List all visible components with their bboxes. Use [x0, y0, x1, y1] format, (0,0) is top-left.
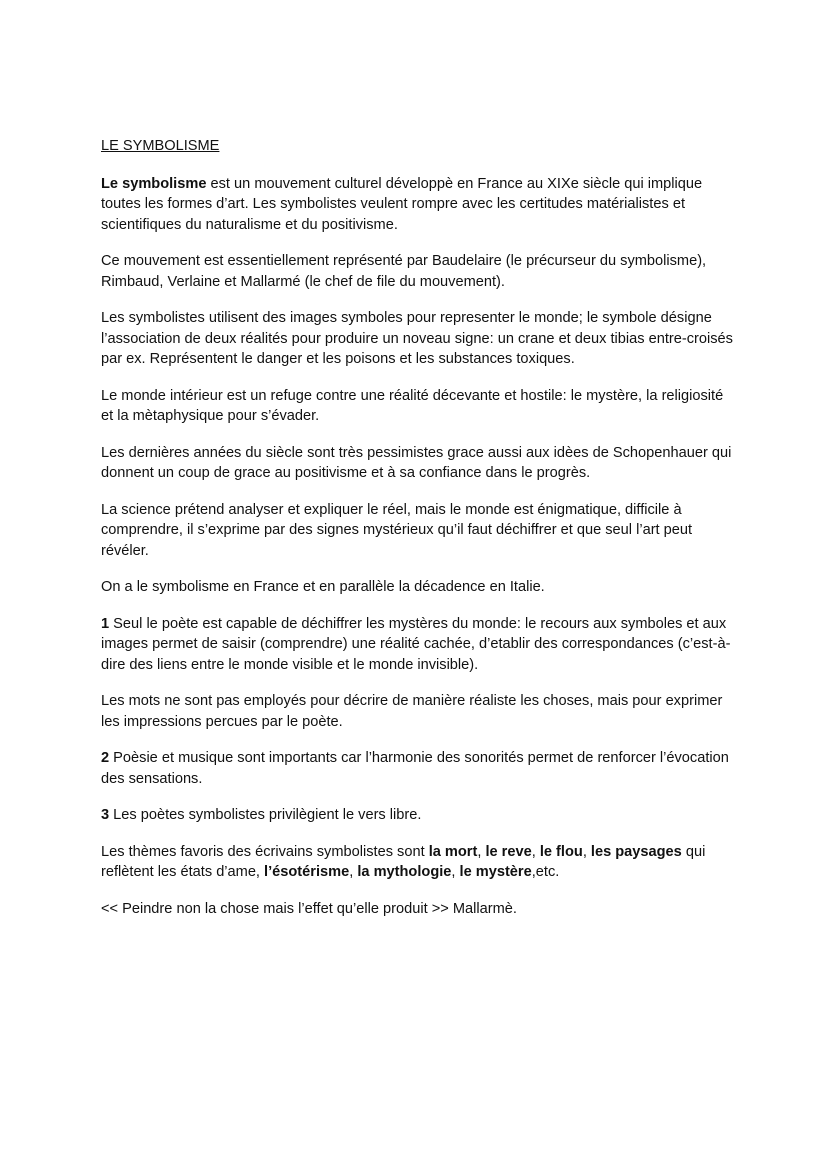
paragraph-point-2	[101, 748, 733, 789]
point-number: 3	[101, 807, 110, 823]
paragraph-representatives: Ce mouvement est essentiellement représenté par Baudelaire (le précurseur du symbolisme), Rimbaud, Verlaine et Mallarmé (le chef de file du mouvement).	[101, 253, 707, 290]
paragraph-science: La science prétend analyser et expliquer le réel, mais le monde est énigmatique, difficile à comprendre, il s’exprime par des signes mystérieux qu’il faut déchiffrer et que seul l’art peut révéler.	[101, 501, 693, 559]
text-run: ,	[531, 843, 540, 860]
bold-term: les paysages	[590, 843, 682, 860]
paragraph-text: Seul le poète est capable de déchiffrer les mystères du monde: le recours aux symboles et aux images permet de saisir (comprendre) une réalité cachée, d’etablir des correspondances (c’est-à- dire des liens entre le monde visible et le monde invisible).	[101, 615, 731, 673]
paragraph-text: Les poètes symbolistes privilègient le vers libre.	[109, 807, 422, 823]
paragraph-pessimism: Les dernières années du siècle sont très pessimistes grace aussi aux idèes de Schopenhauer qui donnent un coup de grace au positivisme et à sa confiance dans le progrès.	[101, 444, 732, 481]
paragraph-inner-world: Le monde intérieur est un refuge contre une réalité décevante et hostile: le mystère, la religiosité et la mètaphysique pour s’évader.	[101, 387, 724, 424]
paragraph-text: est un mouvement culturel développè en France au XIXe siècle qui implique toutes les formes d’art. Les symbolistes veulent rompre avec les certitudes matérialistes et scientifiques du naturalisme et du positivisme.	[101, 175, 703, 233]
text-run: ,	[582, 843, 591, 860]
paragraph-text: Poèsie et musique sont importants car l’harmonie des sonorités permet de renforcer l’évocation des sensations.	[101, 750, 729, 787]
text-run: ,	[451, 864, 460, 880]
text-run: qui reflètent les états d’ame,	[101, 843, 706, 880]
paragraph-words: Les mots ne sont pas employés pour décrire de manière réaliste les choses, mais pour exprimer les impressions percues par le poète.	[101, 693, 723, 730]
bold-term: le flou	[539, 843, 583, 860]
bold-term: la mort	[428, 843, 478, 860]
text-run: ,	[349, 864, 358, 880]
paragraph-symbols: Les symbolistes utilisent des images symboles pour representer le monde; le symbole désigne l’association de deux réalités pour produire un noveau signe: un crane et deux tibias entre-croisés par ex. Représentent le danger et les poisons et les substances toxiques.	[101, 310, 733, 367]
bold-term: Le symbolisme	[101, 175, 207, 192]
text-run: ,	[477, 843, 486, 860]
point-number: 2	[101, 750, 110, 766]
bold-term: l’ésotérisme	[264, 864, 350, 880]
paragraph-decadence: On a le symbolisme en France et en parallèle la décadence en Italie.	[101, 579, 545, 595]
paragraph-intro	[101, 174, 733, 236]
text-run: Les thèmes favoris des écrivains symbolistes sont	[101, 843, 429, 860]
paragraph-themes	[101, 842, 733, 883]
bold-term: le mystère	[459, 864, 532, 880]
text-run: ,etc.	[531, 864, 560, 880]
bold-term: la mythologie	[357, 864, 452, 880]
paragraph-point-3	[101, 805, 733, 826]
point-number: 1	[101, 615, 110, 632]
page-title: LE SYMBOLISME	[101, 138, 220, 154]
paragraph-point-1	[101, 614, 733, 676]
paragraph-quote: << Peindre non la chose mais l’effet qu’elle produit >> Mallarmè.	[101, 900, 517, 917]
bold-term: le reve	[485, 843, 532, 860]
document-page	[101, 136, 733, 935]
